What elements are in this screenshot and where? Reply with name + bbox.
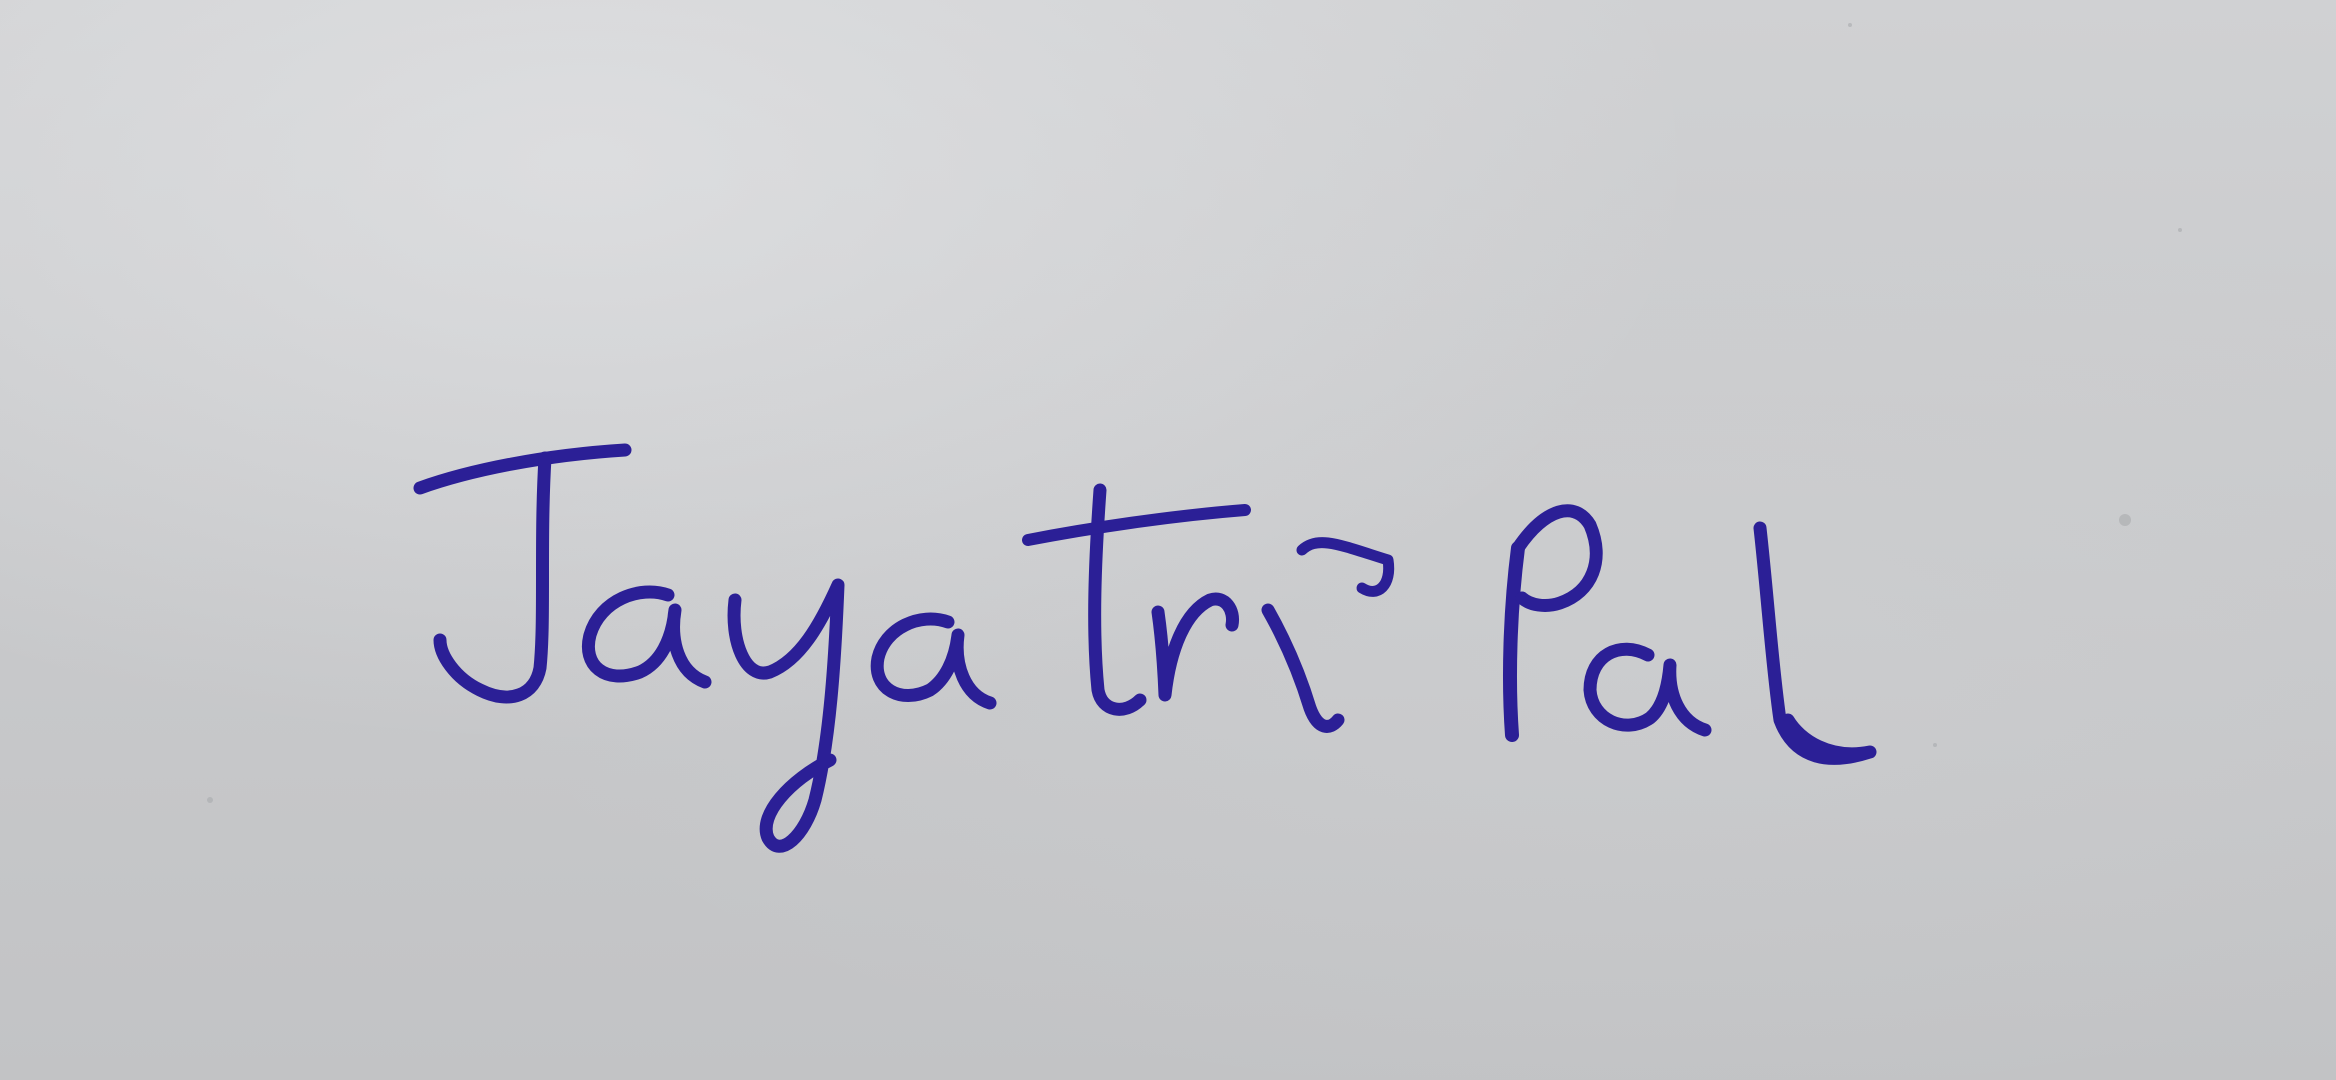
paper-specks [207, 23, 2182, 803]
signature-ink [420, 450, 1870, 846]
